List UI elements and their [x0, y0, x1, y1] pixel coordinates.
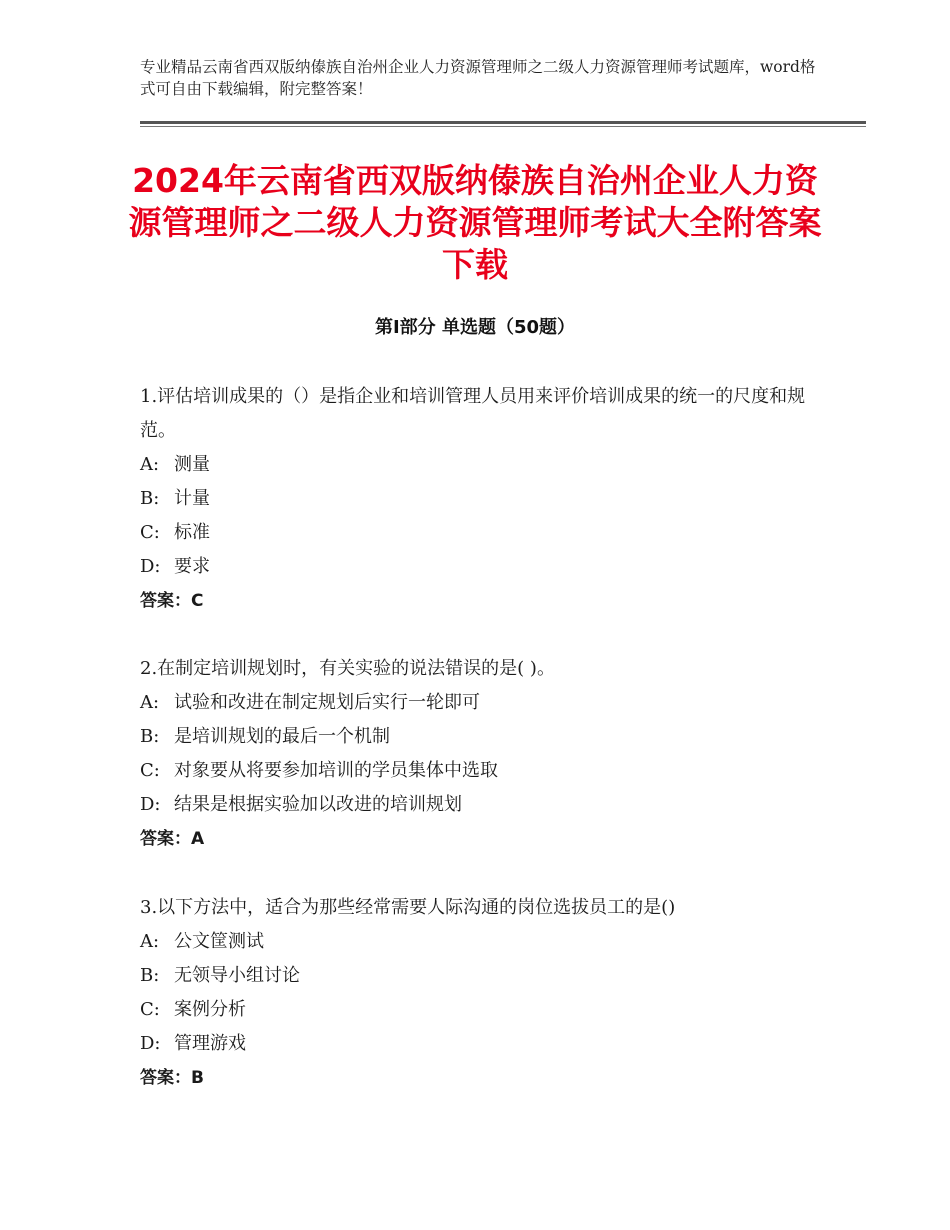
option-text: 对象要从将要参加培训的学员集体中选取: [174, 760, 498, 781]
option-letter: C:: [140, 999, 160, 1020]
option-letter: B:: [140, 726, 160, 747]
header-divider-thin: [140, 126, 866, 127]
option-d: [140, 788, 820, 822]
header-divider: [140, 121, 866, 124]
option-letter: D:: [140, 794, 161, 815]
header-note: 专业精品云南省西双版纳傣族自治州企业人力资源管理师之二级人力资源管理师考试题库，word格式可自由下载编辑，附完整答案！: [140, 58, 816, 98]
option-b: [140, 720, 820, 754]
option-letter: D:: [140, 1033, 161, 1054]
option-letter: A:: [140, 931, 160, 952]
option-letter: D:: [140, 556, 161, 577]
option-a: [140, 686, 820, 720]
option-letter: A:: [140, 692, 160, 713]
option-text: 无领导小组讨论: [174, 965, 300, 986]
option-c: [140, 754, 820, 788]
option-text: 计量: [174, 488, 210, 509]
option-d: [140, 550, 820, 584]
option-text: 案例分析: [174, 999, 246, 1020]
option-letter: C:: [140, 522, 160, 543]
question-text: 1.评估培训成果的（）是指企业和培训管理人员用来评价培训成果的统一的尺度和规范。: [140, 386, 806, 441]
option-a: [140, 925, 820, 959]
option-letter: C:: [140, 760, 160, 781]
option-letter: B:: [140, 965, 160, 986]
option-letter: B:: [140, 488, 160, 509]
option-c: [140, 993, 820, 1027]
answer-line: 答案：C: [140, 591, 204, 611]
option-b: [140, 482, 820, 516]
answer-line: 答案：B: [140, 1068, 204, 1088]
question-1: [140, 380, 820, 618]
option-letter: A:: [140, 454, 160, 475]
option-text: 标准: [174, 522, 210, 543]
section-heading: 第Ⅰ部分 单选题（50题）: [374, 317, 575, 338]
option-text: 测量: [174, 454, 210, 475]
option-a: [140, 448, 820, 482]
option-c: [140, 516, 820, 550]
option-text: 结果是根据实验加以改进的培训规划: [174, 794, 462, 815]
option-text: 试验和改进在制定规划后实行一轮即可: [174, 692, 480, 713]
question-text: 3.以下方法中，适合为那些经常需要人际沟通的岗位选拔员工的是(): [140, 897, 676, 918]
question-3: [140, 891, 820, 1095]
option-text: 是培训规划的最后一个机制: [174, 726, 390, 747]
answer-line: 答案：A: [140, 829, 205, 849]
document-title: 2024年云南省西双版纳傣族自治州企业人力资源管理师之二级人力资源管理师考试大全附答案下载: [128, 161, 822, 284]
option-text: 公文筐测试: [174, 931, 264, 952]
question-2: [140, 652, 820, 856]
question-text: 2.在制定培训规划时，有关实验的说法错误的是( )。: [140, 658, 555, 679]
option-text: 管理游戏: [174, 1033, 246, 1054]
option-d: [140, 1027, 820, 1061]
option-b: [140, 959, 820, 993]
option-text: 要求: [174, 556, 210, 577]
